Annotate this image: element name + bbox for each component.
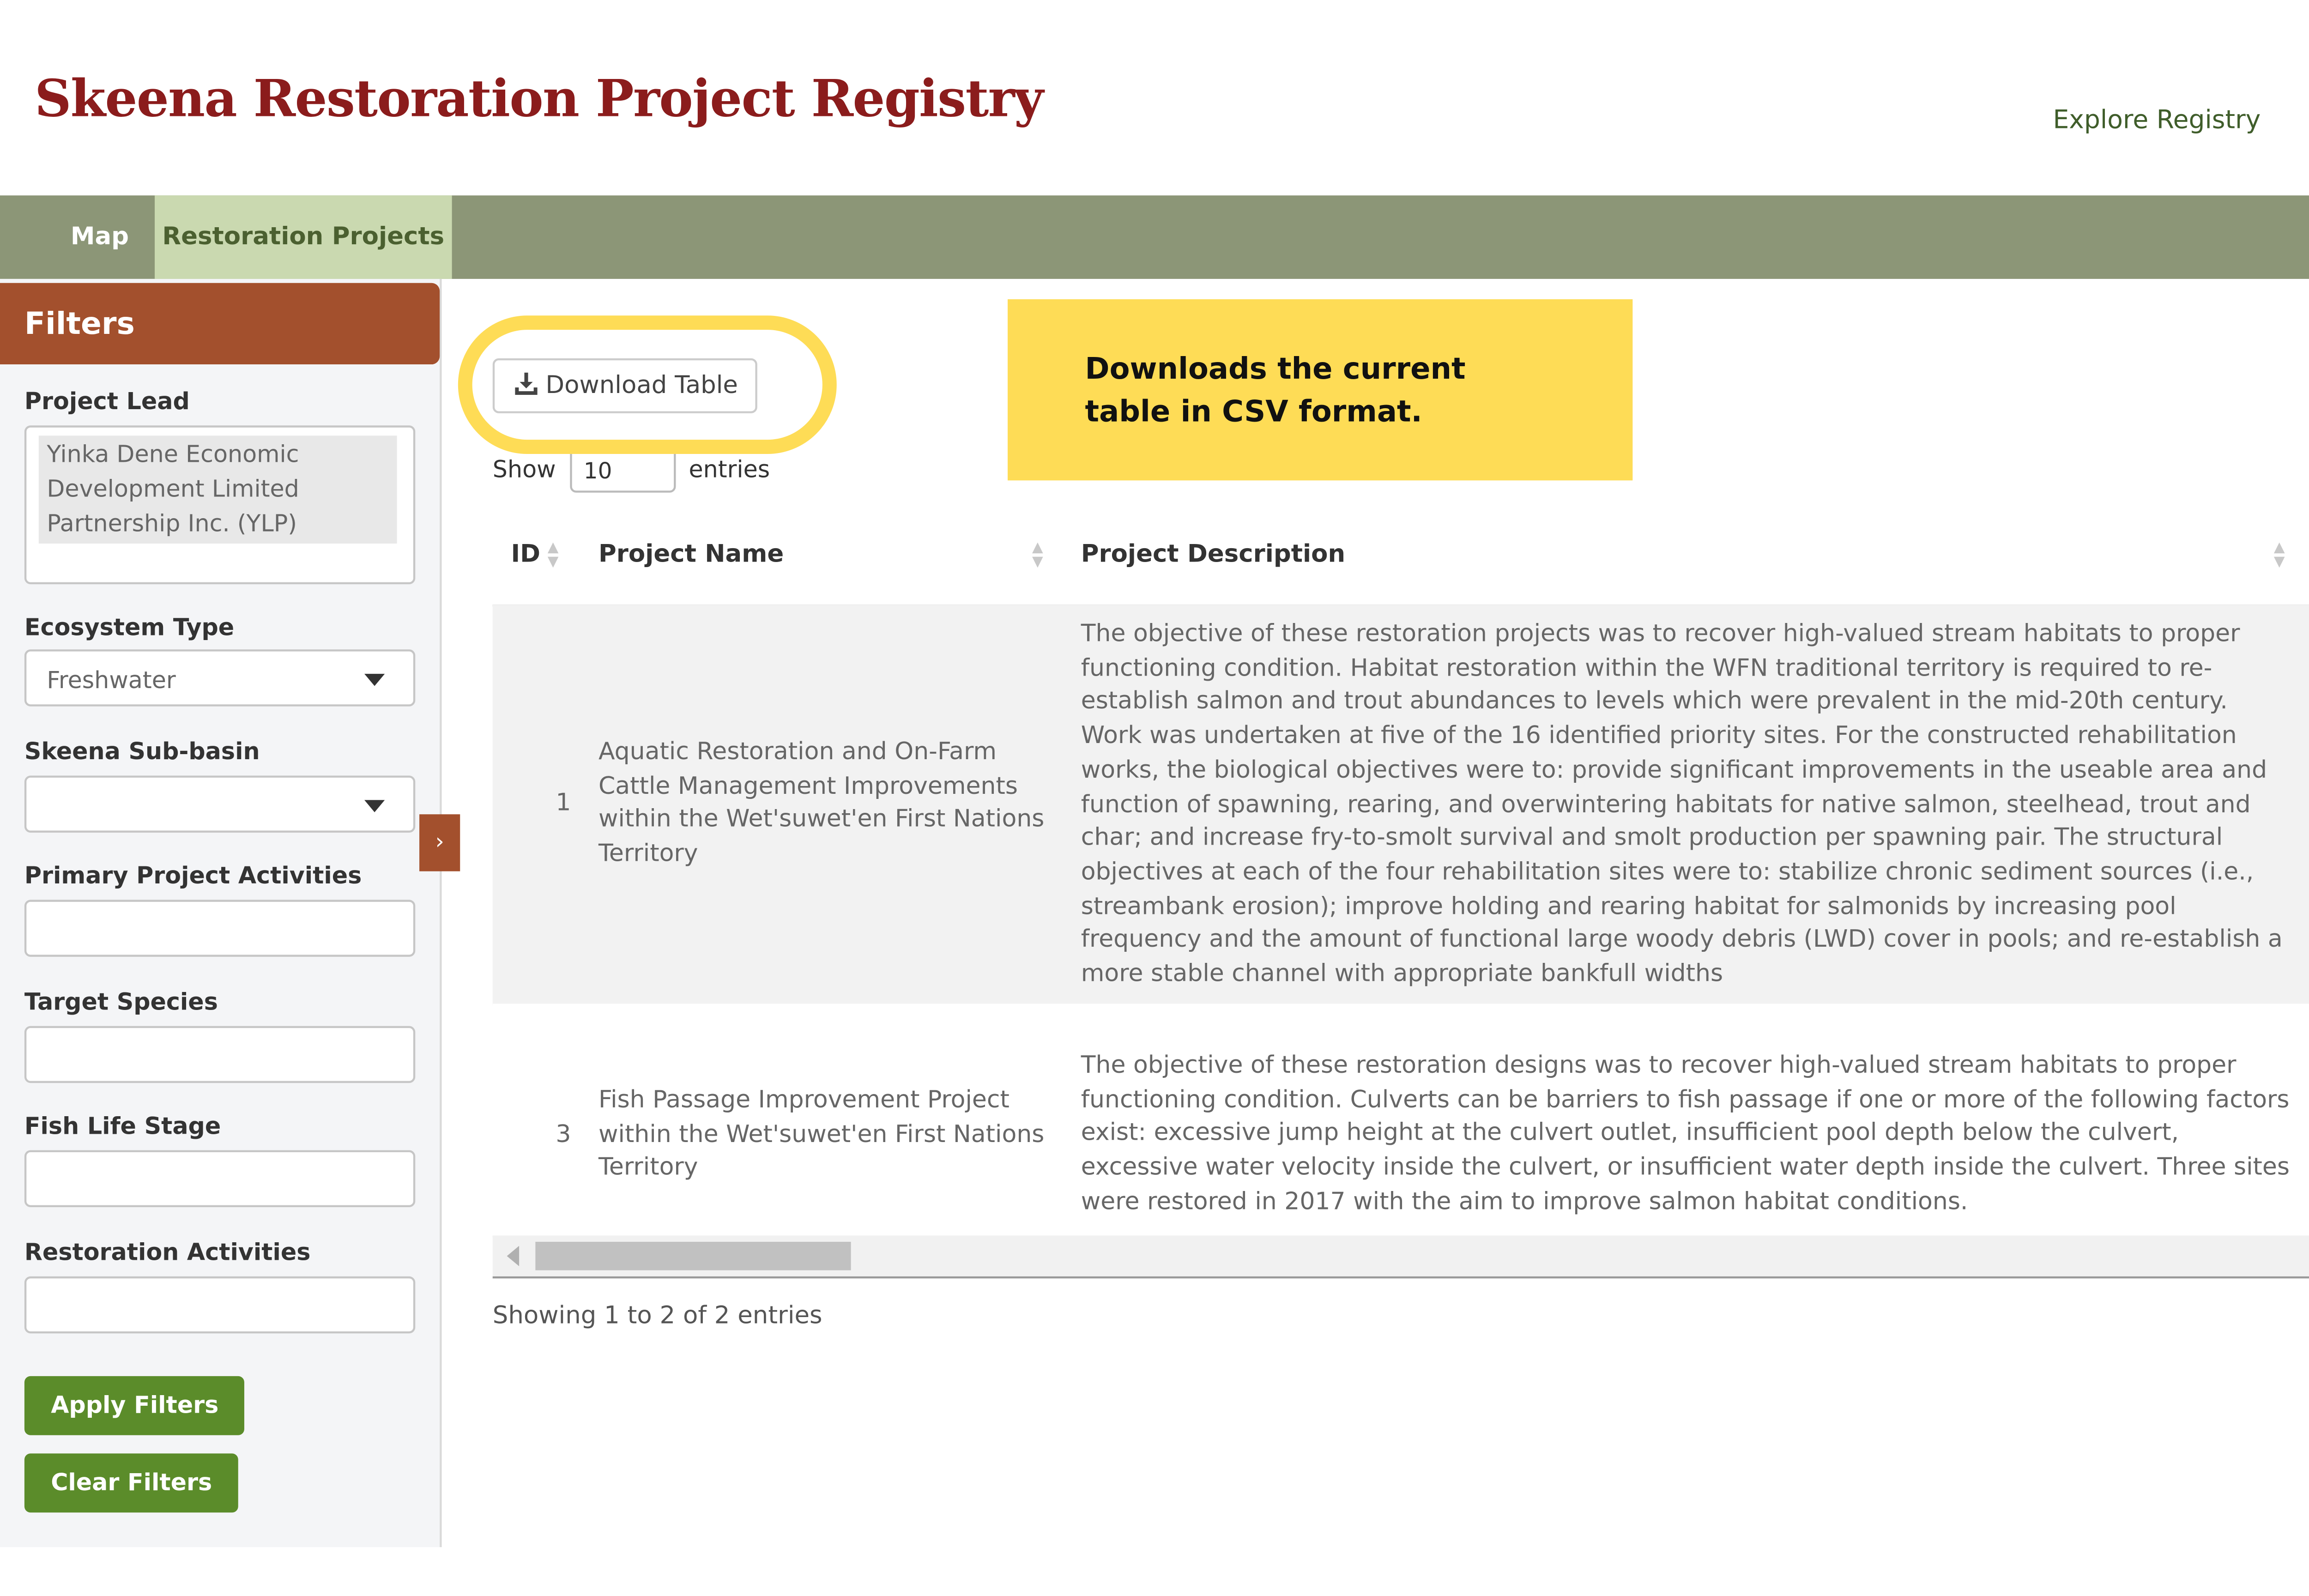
project-lead-label: Project Lead [24, 387, 190, 416]
table-header [493, 503, 2309, 607]
cell-id: 1 [556, 787, 571, 816]
clear-filters-button[interactable]: Clear Filters [24, 1453, 239, 1512]
table-row[interactable] [493, 1004, 2309, 1238]
filters-header: Filters [0, 283, 440, 364]
target-species-input[interactable] [24, 1026, 415, 1083]
cell-project-name: Aquatic Restoration and On-Farm Cattle Management Improvements within the Wet'suwet'en First Nations Territory [598, 737, 1045, 868]
ecosystem-type-label: Ecosystem Type [24, 612, 235, 641]
tab-map[interactable]: Map [70, 222, 129, 251]
show-label: Show [492, 455, 556, 484]
column-header-id[interactable]: ID [511, 539, 541, 568]
apply-filters-button[interactable]: Apply Filters [24, 1376, 245, 1435]
download-icon [515, 373, 537, 395]
ecosystem-type-value: Freshwater [47, 665, 176, 695]
column-header-project-name[interactable]: Project Name [598, 539, 784, 568]
cell-project-name: Fish Passage Improvement Project within the Wet'suwet'en First Nations Territory [598, 1085, 1045, 1182]
callout-text: Downloads the current table in CSV format. [1085, 354, 1466, 430]
column-header-project-description[interactable]: Project Description [1081, 539, 1346, 568]
page-length-control [493, 448, 770, 493]
cell-project-description: The objective of these restoration designs was to recover high-valued stream habitats to proper functioning condition. Culverts can be barriers to fish passage if one or more of the following factors exist: excessive jump height at the culvert outlet, insufficient pool depth below the culvert, excessive water velocity inside the culvert, or insufficient water depth inside the culvert. Three sites were restored in 2017 with the aim to improve salmon habitat conditions. [1081, 1050, 2290, 1215]
download-table-button[interactable] [493, 358, 757, 413]
entries-label: entries [689, 455, 770, 484]
restoration-activities-label: Restoration Activities [24, 1238, 311, 1266]
sort-arrows-icon[interactable]: ▲ ▼ [547, 539, 559, 570]
chevron-down-icon [364, 674, 385, 686]
top-nav [1996, 90, 2309, 149]
tab-bar [0, 195, 2309, 279]
sort-arrows-icon[interactable]: ▲ ▼ [2273, 539, 2285, 570]
table-horizontal-scroll-thumb[interactable] [535, 1242, 851, 1270]
target-species-label: Target Species [24, 987, 218, 1016]
project-lead-selected-option[interactable]: Yinka Dene Economic Development Limited Partnership Inc. (YLP) [39, 435, 397, 544]
project-lead-multiselect[interactable] [24, 425, 415, 584]
download-table-label: Download Table [545, 370, 738, 399]
tooltip-callout [1008, 299, 1632, 480]
tab-restoration-projects[interactable]: Restoration Projects [155, 195, 452, 279]
table-row[interactable] [493, 605, 2309, 1005]
site-header [0, 0, 2309, 195]
sort-arrows-icon[interactable]: ▲ ▼ [1032, 539, 1043, 570]
restoration-activities-input[interactable] [24, 1276, 415, 1333]
fish-life-stage-input[interactable] [24, 1150, 415, 1207]
scroll-left-icon[interactable] [507, 1246, 519, 1266]
nav-explore-registry[interactable]: Explore Registry [2053, 103, 2261, 134]
site-title[interactable]: Skeena Restoration Project Registry [34, 69, 1043, 128]
cell-id: 3 [556, 1119, 571, 1149]
table-info: Showing 1 to 2 of 2 entries [492, 1300, 822, 1330]
skeena-subbasin-label: Skeena Sub-basin [24, 737, 260, 766]
page-length-select[interactable]: 10 [569, 448, 675, 493]
sidebar-toggle-button[interactable]: › [419, 814, 460, 871]
fish-life-stage-label: Fish Life Stage [24, 1111, 221, 1140]
ecosystem-type-select[interactable] [24, 649, 415, 706]
filters-sidebar [0, 279, 442, 1547]
skeena-subbasin-select[interactable] [24, 776, 415, 833]
chevron-down-icon [364, 800, 385, 812]
cell-project-description: The objective of these restoration projects was to recover high-valued stream habitats to proper functioning condition. Habitat restoration within the WFN traditional territory is required to re-establish salmon and trout abundances to levels which were prevalent in the mid-20th century. Work was undertaken at five of the 16 identified priority sites. For the constructed rehabilitation works, the biological objectives were to: provide significant improvements in the useable area and function of spawning, rearing, and overwintering habitats for native salmon, steelhead, trout and char; and increase fry-to-smolt survival and smolt production per spawning pair. The structural objectives at each of the four rehabilitation sites were to: stabilize chronic sediment sources (i.e., streambank erosion); improve holding and rearing habitat for salmonids by increasing pool frequency and the amount of functional large woody debris (LWD) cover in pools; and re-establish a more stable channel with appropriate bankfull widths [1081, 619, 2283, 988]
main-content [442, 279, 2309, 1547]
primary-activities-input[interactable] [24, 900, 415, 956]
table-horizontal-scrollbar[interactable] [493, 1236, 2309, 1279]
primary-activities-label: Primary Project Activities [24, 861, 362, 890]
